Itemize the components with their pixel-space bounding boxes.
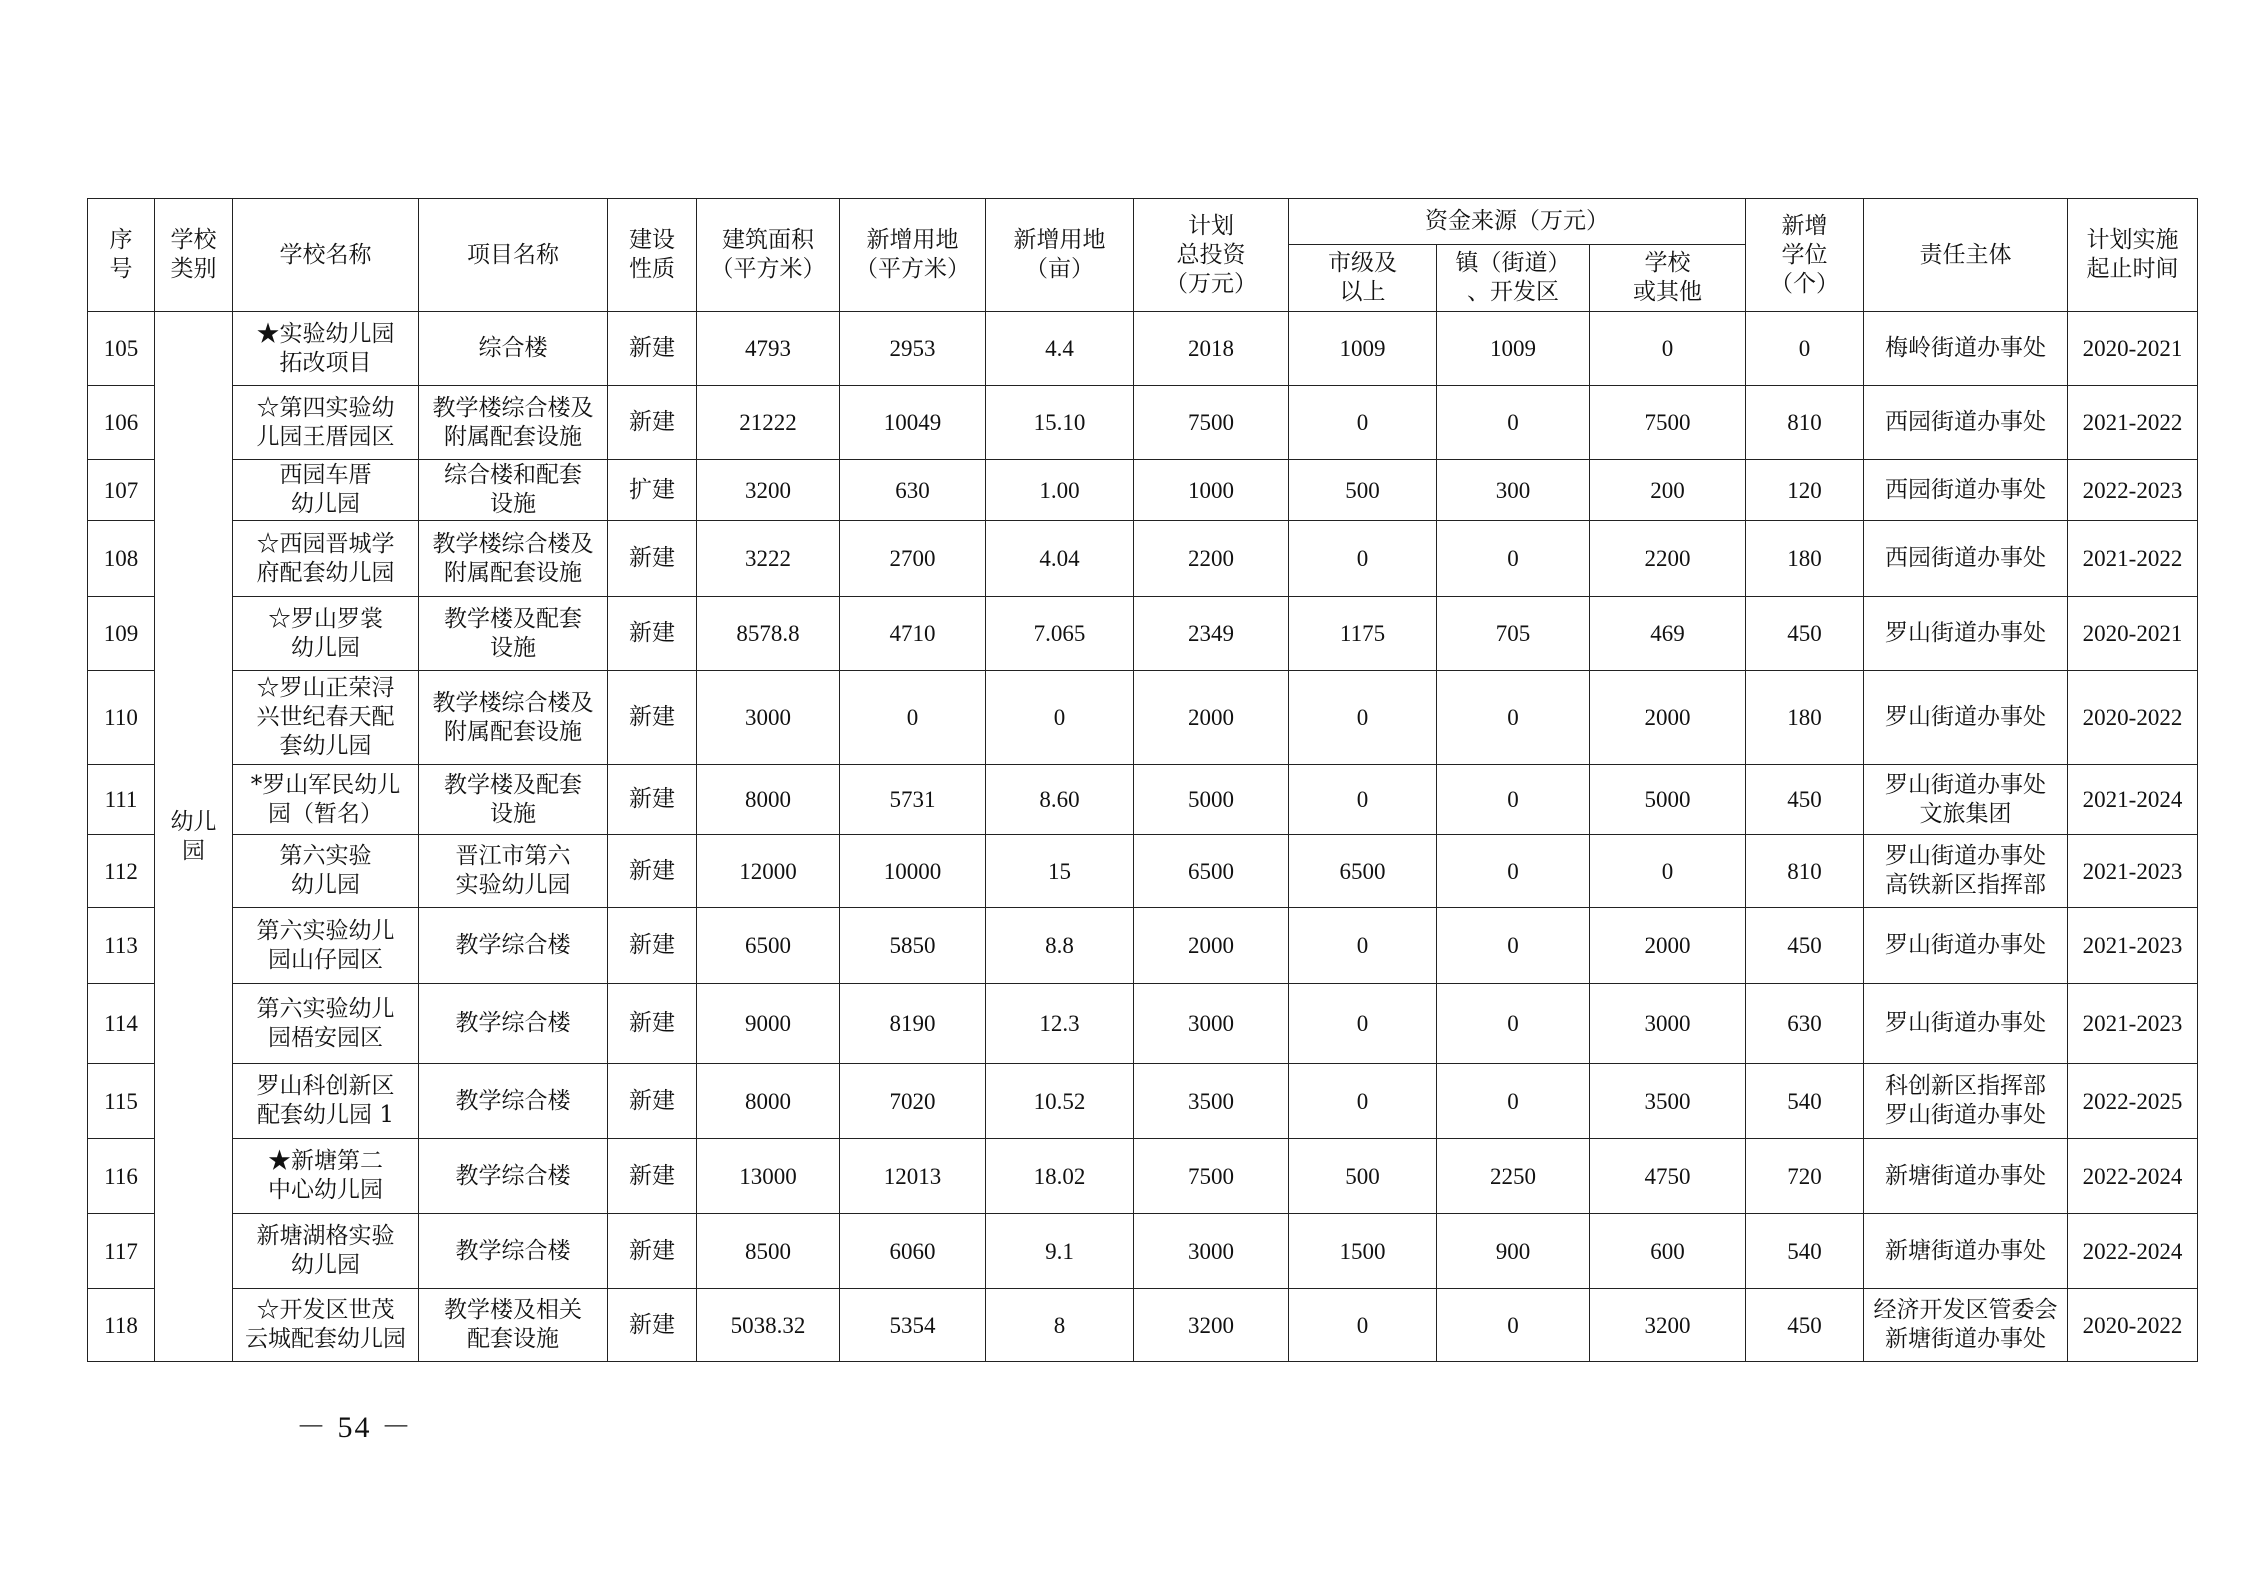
cell-fund-school: 2200: [1590, 521, 1746, 597]
cell-nature: 新建: [608, 1214, 697, 1289]
cell-seq: 114: [88, 984, 155, 1064]
cell-land-mu: 7.065: [986, 597, 1134, 671]
cell-nature: 新建: [608, 908, 697, 984]
table-row: [88, 1289, 2198, 1362]
cell-nature: 新建: [608, 835, 697, 908]
cell-owner: 罗山街道办事处: [1864, 671, 2068, 765]
cell-fund-school: 0: [1590, 312, 1746, 386]
cell-project: 综合楼和配套 设施: [419, 460, 608, 521]
cell-school: 西园车厝 幼儿园: [233, 460, 419, 521]
cell-nature: 新建: [608, 984, 697, 1064]
cell-area: 3200: [697, 460, 840, 521]
cell-land-sqm: 0: [840, 671, 986, 765]
cell-seq: 105: [88, 312, 155, 386]
cell-project: 教学综合楼: [419, 1064, 608, 1139]
cell-invest: 6500: [1134, 835, 1289, 908]
category-cell: 幼儿 园: [155, 312, 233, 1362]
cell-fund-city: 0: [1289, 908, 1437, 984]
cell-invest: 2018: [1134, 312, 1289, 386]
cell-period: 2021-2023: [2068, 984, 2198, 1064]
cell-seats: 450: [1746, 765, 1864, 835]
cell-period: 2020-2021: [2068, 312, 2198, 386]
cell-invest: 3000: [1134, 1214, 1289, 1289]
cell-invest: 2349: [1134, 597, 1289, 671]
cell-fund-town: 705: [1437, 597, 1590, 671]
cell-project: 教学楼综合楼及 附属配套设施: [419, 521, 608, 597]
cell-land-mu: 10.52: [986, 1064, 1134, 1139]
cell-fund-city: 0: [1289, 1064, 1437, 1139]
cell-fund-city: 0: [1289, 386, 1437, 460]
cell-period: 2020-2022: [2068, 1289, 2198, 1362]
cell-seats: 450: [1746, 1289, 1864, 1362]
cell-project: 综合楼: [419, 312, 608, 386]
cell-fund-school: 469: [1590, 597, 1746, 671]
cell-fund-city: 0: [1289, 521, 1437, 597]
cell-project: 晋江市第六 实验幼儿园: [419, 835, 608, 908]
cell-seats: 180: [1746, 671, 1864, 765]
cell-fund-town: 0: [1437, 765, 1590, 835]
header-construction-nature: 建设 性质: [608, 199, 697, 312]
table-row: [88, 521, 2198, 597]
cell-period: 2022-2025: [2068, 1064, 2198, 1139]
cell-area: 21222: [697, 386, 840, 460]
cell-nature: 新建: [608, 765, 697, 835]
cell-seq: 116: [88, 1139, 155, 1214]
cell-land-sqm: 10000: [840, 835, 986, 908]
cell-period: 2022-2024: [2068, 1214, 2198, 1289]
cell-land-sqm: 10049: [840, 386, 986, 460]
cell-owner: 西园街道办事处: [1864, 521, 2068, 597]
cell-seats: 450: [1746, 597, 1864, 671]
header-fund-city: 市级及 以上: [1289, 245, 1437, 312]
cell-land-sqm: 630: [840, 460, 986, 521]
project-table: [87, 198, 2198, 1362]
cell-fund-town: 0: [1437, 1289, 1590, 1362]
cell-fund-town: 300: [1437, 460, 1590, 521]
cell-nature: 新建: [608, 1289, 697, 1362]
cell-area: 5038.32: [697, 1289, 840, 1362]
cell-seq: 108: [88, 521, 155, 597]
cell-land-sqm: 6060: [840, 1214, 986, 1289]
cell-school: 第六实验幼儿 园山仔园区: [233, 908, 419, 984]
cell-fund-city: 1175: [1289, 597, 1437, 671]
cell-seats: 540: [1746, 1214, 1864, 1289]
cell-owner: 经济开发区管委会 新塘街道办事处: [1864, 1289, 2068, 1362]
cell-land-sqm: 2700: [840, 521, 986, 597]
cell-fund-city: 500: [1289, 460, 1437, 521]
cell-fund-school: 3200: [1590, 1289, 1746, 1362]
cell-fund-city: 500: [1289, 1139, 1437, 1214]
cell-project: 教学楼及配套 设施: [419, 597, 608, 671]
cell-project: 教学楼综合楼及 附属配套设施: [419, 386, 608, 460]
cell-seq: 110: [88, 671, 155, 765]
cell-area: 8000: [697, 765, 840, 835]
cell-seq: 109: [88, 597, 155, 671]
cell-owner: 罗山街道办事处: [1864, 984, 2068, 1064]
cell-school: 新塘湖格实验 幼儿园: [233, 1214, 419, 1289]
cell-school: 第六实验 幼儿园: [233, 835, 419, 908]
cell-land-mu: 8: [986, 1289, 1134, 1362]
cell-invest: 3200: [1134, 1289, 1289, 1362]
cell-nature: 新建: [608, 671, 697, 765]
cell-fund-city: 1009: [1289, 312, 1437, 386]
cell-seq: 118: [88, 1289, 155, 1362]
cell-invest: 2000: [1134, 671, 1289, 765]
cell-land-sqm: 8190: [840, 984, 986, 1064]
cell-project: 教学综合楼: [419, 984, 608, 1064]
cell-invest: 2200: [1134, 521, 1289, 597]
table-row: [88, 1064, 2198, 1139]
cell-fund-town: 0: [1437, 908, 1590, 984]
page-number: － 54 －: [296, 1411, 413, 1444]
cell-owner: 罗山街道办事处: [1864, 908, 2068, 984]
cell-school: ☆罗山罗裳 幼儿园: [233, 597, 419, 671]
cell-land-mu: 12.3: [986, 984, 1134, 1064]
cell-fund-school: 5000: [1590, 765, 1746, 835]
cell-project: 教学综合楼: [419, 1214, 608, 1289]
header-fund-town: 镇（街道） 、开发区: [1437, 245, 1590, 312]
cell-school: *罗山军民幼儿 园（暂名）: [233, 765, 419, 835]
header-total-investment: 计划 总投资 （万元）: [1134, 199, 1289, 312]
cell-fund-town: 0: [1437, 984, 1590, 1064]
cell-seats: 450: [1746, 908, 1864, 984]
cell-nature: 新建: [608, 312, 697, 386]
cell-land-mu: 0: [986, 671, 1134, 765]
cell-nature: 扩建: [608, 460, 697, 521]
cell-owner: 梅岭街道办事处: [1864, 312, 2068, 386]
cell-nature: 新建: [608, 1139, 697, 1214]
cell-seq: 115: [88, 1064, 155, 1139]
table-body: [88, 312, 2198, 1362]
cell-fund-city: 0: [1289, 984, 1437, 1064]
cell-period: 2020-2021: [2068, 597, 2198, 671]
cell-fund-school: 600: [1590, 1214, 1746, 1289]
cell-project: 教学楼综合楼及 附属配套设施: [419, 671, 608, 765]
table-row: [88, 671, 2198, 765]
cell-land-sqm: 4710: [840, 597, 986, 671]
table-row: [88, 908, 2198, 984]
cell-fund-town: 0: [1437, 1064, 1590, 1139]
cell-fund-school: 0: [1590, 835, 1746, 908]
cell-school: 第六实验幼儿 园梧安园区: [233, 984, 419, 1064]
header-school-name: 学校名称: [233, 199, 419, 312]
cell-period: 2021-2023: [2068, 908, 2198, 984]
cell-nature: 新建: [608, 597, 697, 671]
cell-fund-town: 1009: [1437, 312, 1590, 386]
cell-invest: 7500: [1134, 386, 1289, 460]
cell-land-sqm: 5731: [840, 765, 986, 835]
table-row: [88, 1214, 2198, 1289]
cell-land-sqm: 12013: [840, 1139, 986, 1214]
table-row: [88, 835, 2198, 908]
cell-invest: 5000: [1134, 765, 1289, 835]
cell-land-mu: 1.00: [986, 460, 1134, 521]
cell-land-mu: 8.8: [986, 908, 1134, 984]
table-row: [88, 312, 2198, 386]
cell-school: ☆开发区世茂 云城配套幼儿园: [233, 1289, 419, 1362]
cell-nature: 新建: [608, 521, 697, 597]
table-row: [88, 1139, 2198, 1214]
cell-period: 2021-2024: [2068, 765, 2198, 835]
cell-land-sqm: 2953: [840, 312, 986, 386]
header-responsible-party: 责任主体: [1864, 199, 2068, 312]
cell-invest: 1000: [1134, 460, 1289, 521]
cell-fund-school: 4750: [1590, 1139, 1746, 1214]
cell-area: 6500: [697, 908, 840, 984]
cell-seats: 810: [1746, 386, 1864, 460]
cell-area: 3222: [697, 521, 840, 597]
cell-land-mu: 8.60: [986, 765, 1134, 835]
cell-fund-city: 6500: [1289, 835, 1437, 908]
cell-area: 8000: [697, 1064, 840, 1139]
cell-land-sqm: 5354: [840, 1289, 986, 1362]
cell-fund-school: 2000: [1590, 671, 1746, 765]
cell-nature: 新建: [608, 1064, 697, 1139]
cell-area: 3000: [697, 671, 840, 765]
cell-fund-town: 0: [1437, 835, 1590, 908]
cell-project: 教学综合楼: [419, 908, 608, 984]
cell-owner: 罗山街道办事处 高铁新区指挥部: [1864, 835, 2068, 908]
cell-fund-school: 200: [1590, 460, 1746, 521]
cell-fund-town: 900: [1437, 1214, 1590, 1289]
cell-area: 8578.8: [697, 597, 840, 671]
cell-fund-city: 0: [1289, 1289, 1437, 1362]
cell-seq: 106: [88, 386, 155, 460]
cell-period: 2022-2023: [2068, 460, 2198, 521]
cell-period: 2021-2023: [2068, 835, 2198, 908]
cell-land-sqm: 7020: [840, 1064, 986, 1139]
cell-seats: 120: [1746, 460, 1864, 521]
header-implementation-period: 计划实施 起止时间: [2068, 199, 2198, 312]
cell-seq: 113: [88, 908, 155, 984]
header-new-land-sqm: 新增用地 （平方米）: [840, 199, 986, 312]
cell-area: 8500: [697, 1214, 840, 1289]
cell-school: ☆西园晋城学 府配套幼儿园: [233, 521, 419, 597]
header-funding-source: 资金来源（万元）: [1289, 199, 1746, 245]
cell-owner: 科创新区指挥部 罗山街道办事处: [1864, 1064, 2068, 1139]
cell-land-mu: 4.04: [986, 521, 1134, 597]
cell-owner: 新塘街道办事处: [1864, 1214, 2068, 1289]
cell-seats: 630: [1746, 984, 1864, 1064]
cell-land-mu: 4.4: [986, 312, 1134, 386]
cell-school: ☆第四实验幼 儿园王厝园区: [233, 386, 419, 460]
cell-owner: 西园街道办事处: [1864, 460, 2068, 521]
cell-invest: 7500: [1134, 1139, 1289, 1214]
cell-fund-town: 2250: [1437, 1139, 1590, 1214]
header-seq: 序 号: [88, 199, 155, 312]
header-new-seats: 新增 学位 （个）: [1746, 199, 1864, 312]
table-row: [88, 386, 2198, 460]
cell-owner: 罗山街道办事处: [1864, 597, 2068, 671]
cell-fund-school: 3500: [1590, 1064, 1746, 1139]
cell-seq: 117: [88, 1214, 155, 1289]
header-building-area: 建筑面积 （平方米）: [697, 199, 840, 312]
cell-seats: 180: [1746, 521, 1864, 597]
header-fund-school: 学校 或其他: [1590, 245, 1746, 312]
header-project-name: 项目名称: [419, 199, 608, 312]
cell-invest: 3000: [1134, 984, 1289, 1064]
cell-period: 2021-2022: [2068, 386, 2198, 460]
cell-owner: 新塘街道办事处: [1864, 1139, 2068, 1214]
cell-area: 9000: [697, 984, 840, 1064]
cell-fund-town: 0: [1437, 386, 1590, 460]
cell-owner: 罗山街道办事处 文旅集团: [1864, 765, 2068, 835]
cell-invest: 2000: [1134, 908, 1289, 984]
table-row: [88, 765, 2198, 835]
cell-fund-town: 0: [1437, 521, 1590, 597]
cell-fund-town: 0: [1437, 671, 1590, 765]
cell-seq: 107: [88, 460, 155, 521]
cell-fund-city: 1500: [1289, 1214, 1437, 1289]
cell-project: 教学楼及相关 配套设施: [419, 1289, 608, 1362]
cell-project: 教学综合楼: [419, 1139, 608, 1214]
cell-seq: 111: [88, 765, 155, 835]
cell-land-mu: 9.1: [986, 1214, 1134, 1289]
cell-land-mu: 18.02: [986, 1139, 1134, 1214]
cell-seats: 540: [1746, 1064, 1864, 1139]
cell-school: 罗山科创新区 配套幼儿园 1: [233, 1064, 419, 1139]
cell-fund-school: 7500: [1590, 386, 1746, 460]
cell-land-sqm: 5850: [840, 908, 986, 984]
header-category: 学校 类别: [155, 199, 233, 312]
cell-period: 2022-2024: [2068, 1139, 2198, 1214]
cell-area: 4793: [697, 312, 840, 386]
cell-area: 12000: [697, 835, 840, 908]
cell-school: ☆罗山正荣浔 兴世纪春天配 套幼儿园: [233, 671, 419, 765]
cell-area: 13000: [697, 1139, 840, 1214]
cell-land-mu: 15.10: [986, 386, 1134, 460]
cell-fund-school: 3000: [1590, 984, 1746, 1064]
cell-seats: 810: [1746, 835, 1864, 908]
cell-school: ★新塘第二 中心幼儿园: [233, 1139, 419, 1214]
cell-project: 教学楼及配套 设施: [419, 765, 608, 835]
cell-fund-school: 2000: [1590, 908, 1746, 984]
cell-fund-city: 0: [1289, 671, 1437, 765]
cell-owner: 西园街道办事处: [1864, 386, 2068, 460]
cell-fund-city: 0: [1289, 765, 1437, 835]
cell-seats: 0: [1746, 312, 1864, 386]
cell-period: 2021-2022: [2068, 521, 2198, 597]
cell-land-mu: 15: [986, 835, 1134, 908]
cell-period: 2020-2022: [2068, 671, 2198, 765]
cell-seq: 112: [88, 835, 155, 908]
header-new-land-mu: 新增用地 （亩）: [986, 199, 1134, 312]
table-row: [88, 597, 2198, 671]
cell-nature: 新建: [608, 386, 697, 460]
cell-school: ★实验幼儿园 拓改项目: [233, 312, 419, 386]
cell-invest: 3500: [1134, 1064, 1289, 1139]
table-row: [88, 984, 2198, 1064]
table-row: [88, 460, 2198, 521]
cell-seats: 720: [1746, 1139, 1864, 1214]
